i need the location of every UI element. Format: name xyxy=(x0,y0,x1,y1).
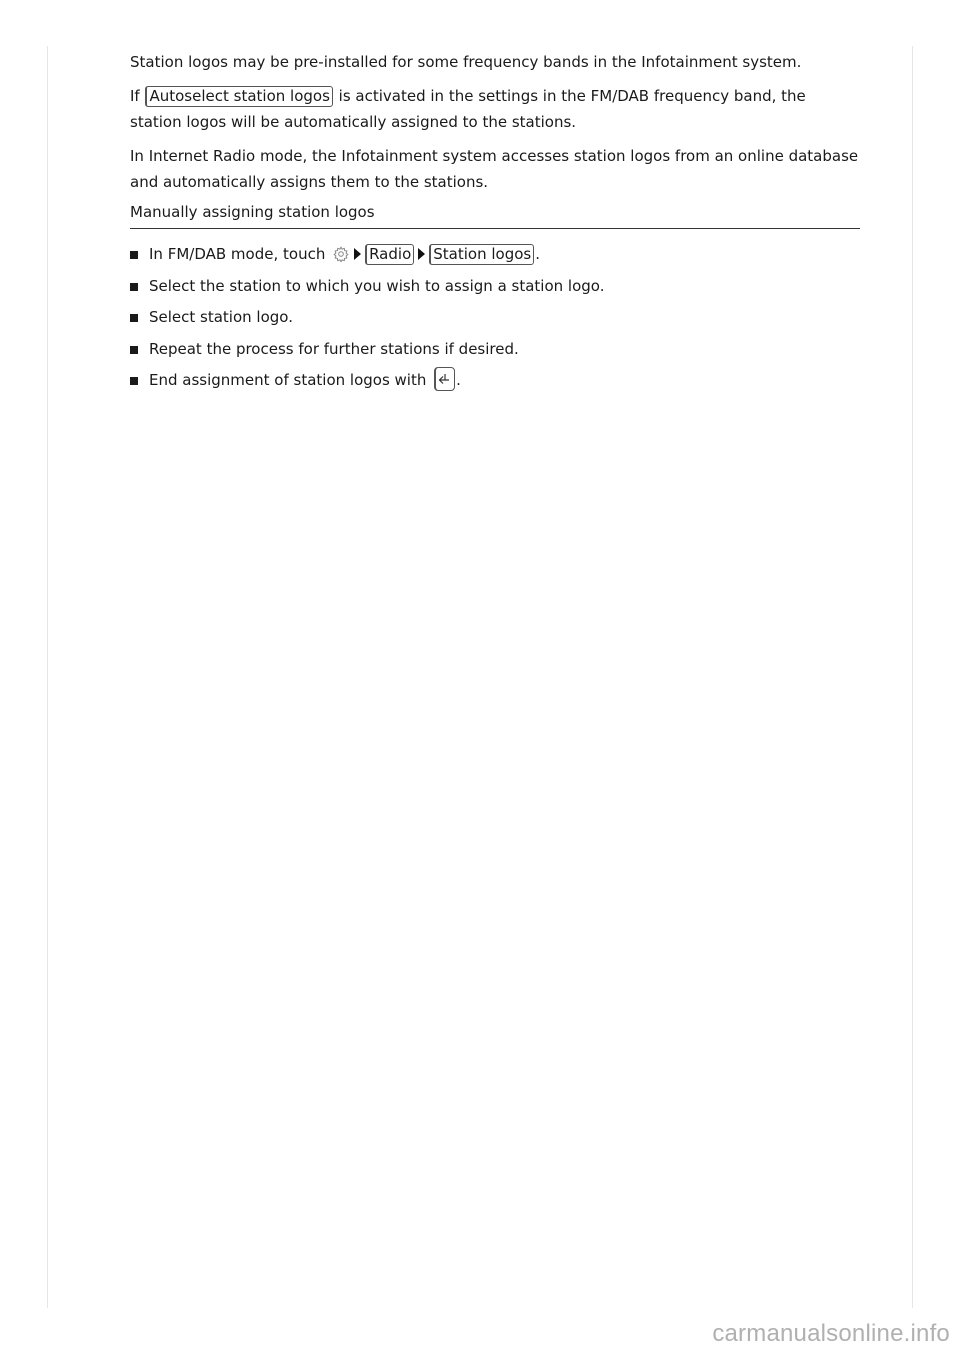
step-2-text: Select the station to which you wish to assign a station logo. xyxy=(149,276,605,295)
gear-icon[interactable] xyxy=(333,244,349,260)
list-item xyxy=(130,273,860,299)
list-item xyxy=(130,336,860,362)
steps-list xyxy=(130,241,860,393)
step-5-end: . xyxy=(456,371,461,389)
step-1-end: . xyxy=(535,245,540,263)
list-item xyxy=(130,304,860,330)
list-item xyxy=(130,241,860,267)
watermark: carmanualsonline.info xyxy=(712,1320,950,1347)
paragraph-autoselect xyxy=(130,83,860,135)
bullet-icon xyxy=(130,314,138,322)
step-4-text: Repeat the process for further stations if desired. xyxy=(149,339,519,358)
section-heading: Manually assigning station logos xyxy=(130,201,860,229)
back-arrow-icon xyxy=(438,372,450,384)
bullet-icon xyxy=(130,251,138,259)
bullet-icon xyxy=(130,283,138,291)
paragraph-autoselect-rest: is activated in the settings in the FM/DAB frequency band, the station logos will be automatically assigned to the stations. xyxy=(130,87,806,131)
triangle-right-icon xyxy=(418,248,425,260)
radio-button[interactable]: Radio xyxy=(365,244,414,265)
step-3-text: Select station logo. xyxy=(149,308,293,326)
manual-content xyxy=(130,49,860,399)
station-logos-button[interactable]: Station logos xyxy=(429,244,534,265)
paragraph-autoselect-lead: If xyxy=(130,87,145,105)
triangle-right-icon xyxy=(354,248,361,260)
bullet-icon xyxy=(130,377,138,385)
back-button[interactable] xyxy=(434,367,455,391)
list-item xyxy=(130,367,860,393)
autoselect-station-logos-button[interactable]: Autoselect station logos xyxy=(145,86,332,107)
step-1-text: In FM/DAB mode, touch xyxy=(149,245,331,263)
page-margin-rule-right xyxy=(912,46,913,1308)
step-5-text: End assignment of station logos with xyxy=(149,371,432,389)
paragraph-preinstalled-logos: Station logos may be pre-installed for some frequency bands in the Infotainment system. xyxy=(130,53,802,71)
bullet-icon xyxy=(130,346,138,354)
page-margin-rule-left xyxy=(47,46,48,1308)
paragraph-internet-radio: In Internet Radio mode, the Infotainment system accesses station logos from an online database and automatically assigns them to the stations. xyxy=(130,147,859,191)
